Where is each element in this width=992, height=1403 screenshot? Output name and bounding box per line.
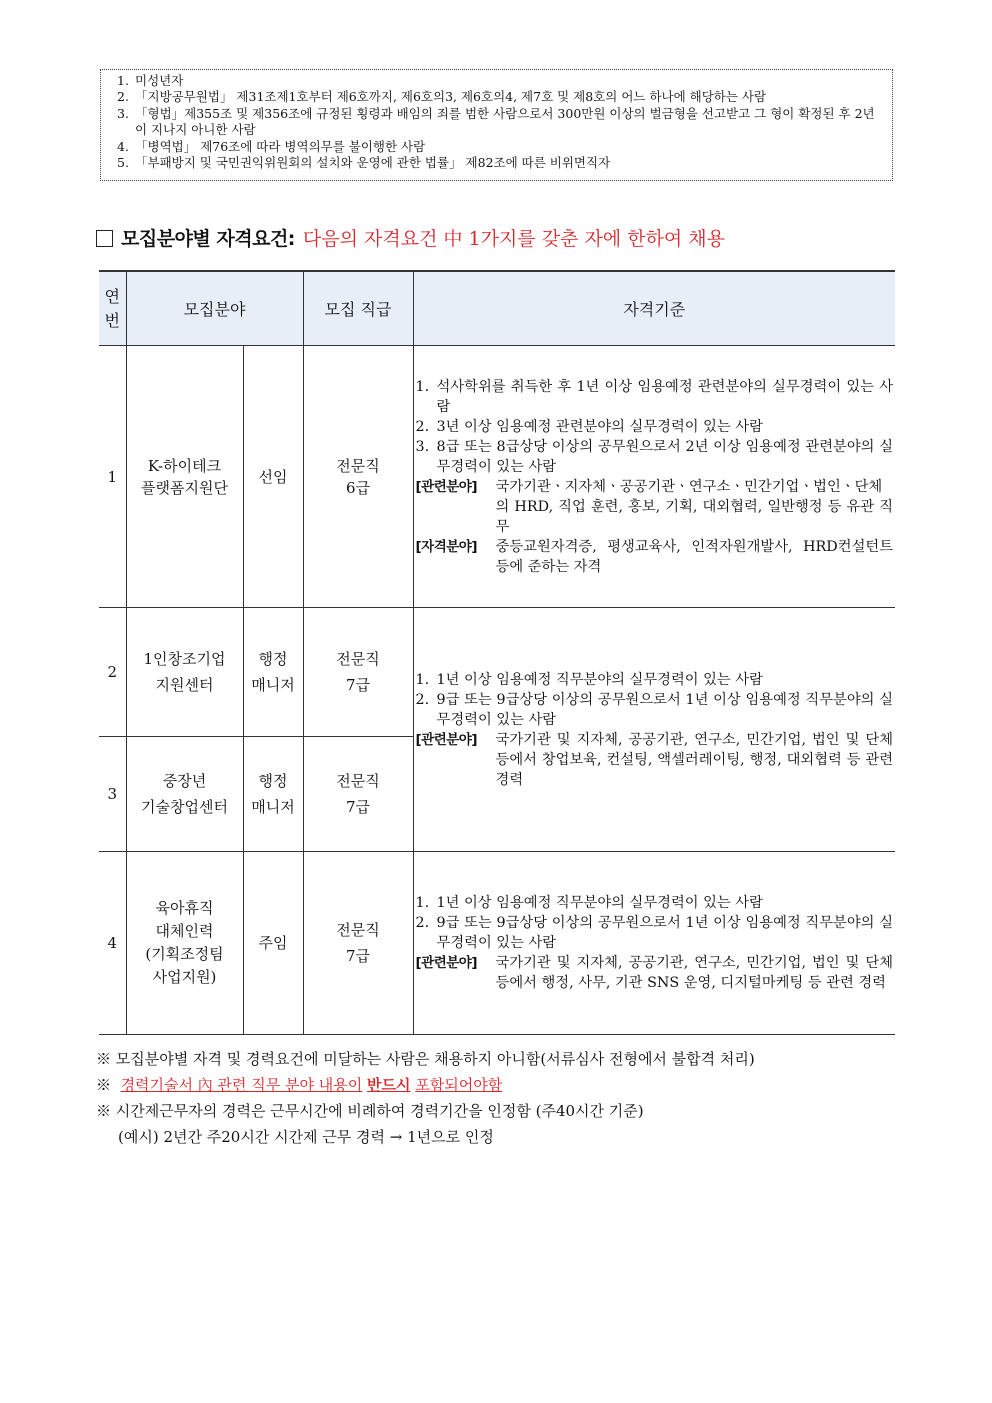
row-grade: 전문직 6급 <box>303 346 413 608</box>
table-row <box>99 608 895 737</box>
header-grade: 모집 직급 <box>303 271 413 346</box>
note-example: (예시) 2년간 주20시간 시간제 근무 경력 → 1년으로 인정 <box>118 1128 494 1146</box>
section-note: 다음의 자격요건 中 1가지를 갖춘 자에 한하여 채용 <box>302 228 725 250</box>
qualification-table <box>99 270 895 1035</box>
criteria-item: 1. 1년 이상 임용예정 직무분야의 실무경력이 있는 사람 <box>415 895 763 911</box>
checkbox-square-icon <box>96 230 113 247</box>
criteria-tag: [관련분야] 국가기관 및 지자체, 공공기관, 연구소, 민간기업, 법인 및 단체 등에서 창업보육, 컨설팅, 액셀러레이팅, 행정, 대외협력 등 관련 경력 <box>415 731 894 788</box>
section-heading <box>96 226 896 252</box>
criteria-item: 2. 9급 또는 9급상당 이상의 공무원으로서 1년 이상 임용예정 직무분야의 실무경력이 있는 사람 <box>415 691 894 728</box>
criteria-tag: [관련분야] 국가기관 및 지자체, 공공기관, 연구소, 민간기업, 법인 및 단체 등에서 행정, 사무, 기관 SNS 운영, 디지털마케팅 등 관련 경력 <box>415 955 894 991</box>
criteria-item: 2. 3년 이상 임용예정 관련분야의 실무경력이 있는 사람 <box>415 418 763 435</box>
disq-item: 2. 「지방공무원법」 제31조제1호부터 제6호까지, 제6호의3, 제6호의4, 제7호 및 제8호의 어느 하나에 해당하는 사람 <box>117 89 767 105</box>
header-criteria: 자격기준 <box>413 271 895 346</box>
criteria-tag: [관련분야] 국가기관ㆍ지자체ㆍ공공기관ㆍ연구소ㆍ민간기업ㆍ법인ㆍ단체의 HRD, 직업 훈련, 홍보, 기획, 대외협력, 일반행정 등 유관 직무 <box>415 478 894 535</box>
disq-item: 3. 「형법」제355조 및 제356조에 규정된 횡령과 배임의 죄를 범한 사람으로서 300만원 이상의 벌금형을 선고받고 그 형이 확정된 후 2년이 지나지 아니한 사람 <box>117 105 875 138</box>
row-criteria <box>413 346 895 608</box>
row-rank: 선임 <box>243 346 303 608</box>
note-requirements: ※ 모집분야별 자격 및 경력요건에 미달하는 사람은 채용하지 아니함(서류심사 전형에서 불합격 처리) <box>96 1050 755 1068</box>
table-row <box>99 346 895 608</box>
row-criteria <box>413 852 895 1035</box>
header-field: 모집분야 <box>126 271 303 346</box>
row-field: 중장년 기술창업센터 <box>126 737 243 852</box>
row-grade: 전문직 7급 <box>303 608 413 737</box>
footnotes <box>96 1046 896 1150</box>
row-criteria-shared <box>413 608 895 852</box>
criteria-item: 1. 석사학위를 취득한 후 1년 이상 임용예정 관련분야의 실무경력이 있는 사람 <box>415 378 894 415</box>
table-header-row <box>99 271 895 346</box>
row-field: 1인창조기업 지원센터 <box>126 608 243 737</box>
row-field: 육아휴직 대체인력 (기획조정팀 사업지원) <box>126 852 243 1035</box>
row-rank: 주임 <box>243 852 303 1035</box>
header-no: 연번 <box>99 271 126 346</box>
row-rank: 행정 매니저 <box>243 608 303 737</box>
table-row <box>99 852 895 1035</box>
disq-item: 5. 「부패방지 및 국민권익위원회의 설치와 운영에 관한 법률」 제82조에 따른 비위면직자 <box>117 155 611 171</box>
criteria-item: 3. 8급 또는 8급상당 이상의 공무원으로서 2년 이상 임용예정 관련분야의 실무경력이 있는 사람 <box>415 438 894 475</box>
criteria-tag: [자격분야] 중등교원자격증, 평생교육사, 인적자원개발사, HRD컨설턴트 등에 준하는 자격 <box>415 538 894 575</box>
criteria-item: 2. 9급 또는 9급상당 이상의 공무원으로서 1년 이상 임용예정 직무분야의 실무경력이 있는 사람 <box>415 915 894 951</box>
row-grade: 전문직 7급 <box>303 737 413 852</box>
disq-item: 4. 「병역법」 제76조에 따라 병역의무를 불이행한 사람 <box>117 138 426 154</box>
row-no: 2 <box>99 608 126 737</box>
disqualification-box <box>100 69 893 181</box>
row-no: 4 <box>99 852 126 1035</box>
criteria-item: 1. 1년 이상 임용예정 직무분야의 실무경력이 있는 사람 <box>415 671 763 688</box>
row-no: 3 <box>99 737 126 852</box>
row-no: 1 <box>99 346 126 608</box>
note-career-statement: ※ 경력기술서 內 관련 직무 분야 내용이 반드시 포함되어야함 <box>96 1076 503 1094</box>
section-title: 모집분야별 자격요건: <box>121 228 295 250</box>
row-grade: 전문직 7급 <box>303 852 413 1035</box>
note-part-time: ※ 시간제근무자의 경력은 근무시간에 비례하여 경력기간을 인정함 (주40시간 기준) <box>96 1102 644 1120</box>
row-rank: 행정 매니저 <box>243 737 303 852</box>
row-field: K-하이테크 플랫폼지원단 <box>126 346 243 608</box>
disq-item: 1. 미성년자 <box>117 73 184 88</box>
